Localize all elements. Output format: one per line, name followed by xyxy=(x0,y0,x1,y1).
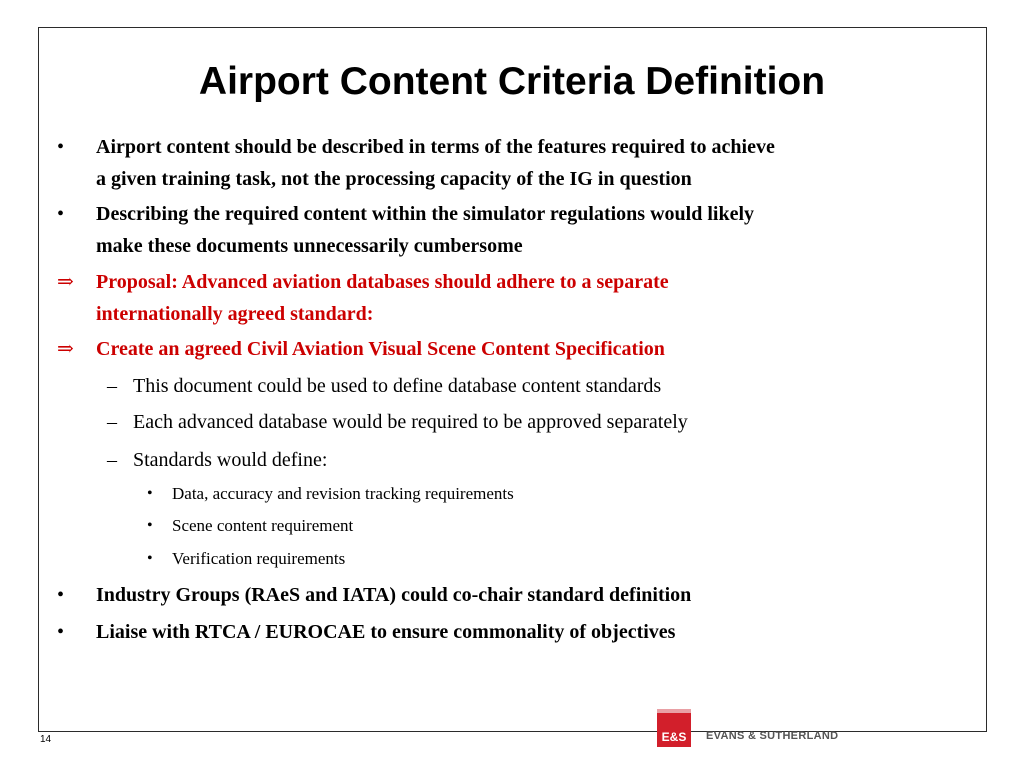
proposal-text: Proposal: Advanced aviation databases should adhere to a separate internationally agreed standard: xyxy=(96,271,669,325)
page-number: 14 xyxy=(40,734,52,745)
bullet-text: Airport content should be described in terms of the features required to achieve a given training task, not the processing capacity of the IG in question xyxy=(96,136,775,190)
sub-sub-bullet-text: Verification requirements xyxy=(172,549,346,568)
arrow-icon: ⇒ xyxy=(57,338,74,360)
bullet-marker: • xyxy=(147,550,153,567)
sub-bullet-text: Each advanced database would be required to be approved separately xyxy=(133,411,688,433)
sub-bullet-text: This document could be used to define database content standards xyxy=(133,375,662,397)
bullet-marker: • xyxy=(57,136,65,158)
bullet-text: Industry Groups (RAeS and IATA) could co-chair standard definition xyxy=(96,584,692,606)
dash-marker: – xyxy=(107,375,117,397)
footer-rule xyxy=(898,731,987,732)
slide-title: Airport Content Criteria Definition xyxy=(198,60,826,103)
company-name: EVANS & SUTHERLAND xyxy=(706,730,839,742)
sub-sub-bullet-text: Data, accuracy and revision tracking requirements xyxy=(172,484,514,503)
sub-bullet-text: Standards would define: xyxy=(133,449,328,471)
bullet-marker: • xyxy=(57,621,65,643)
sub-sub-bullet-text: Scene content requirement xyxy=(172,516,354,535)
arrow-icon: ⇒ xyxy=(57,271,74,293)
bullet-text: Liaise with RTCA / EUROCAE to ensure commonality of objectives xyxy=(96,621,676,643)
bullet-text: Describing the required content within the simulator regulations would likely make these documents unnecessarily cumbersome xyxy=(96,203,754,257)
company-logo: E&S xyxy=(657,713,691,747)
bullet-marker: • xyxy=(147,485,153,502)
bullet-marker: • xyxy=(57,203,65,225)
bullet-marker: • xyxy=(147,517,153,534)
dash-marker: – xyxy=(107,449,117,471)
bullet-marker: • xyxy=(57,584,65,606)
dash-marker: – xyxy=(107,411,117,433)
footer-rule xyxy=(38,731,622,732)
proposal-text: Create an agreed Civil Aviation Visual Scene Content Specification xyxy=(96,338,665,360)
